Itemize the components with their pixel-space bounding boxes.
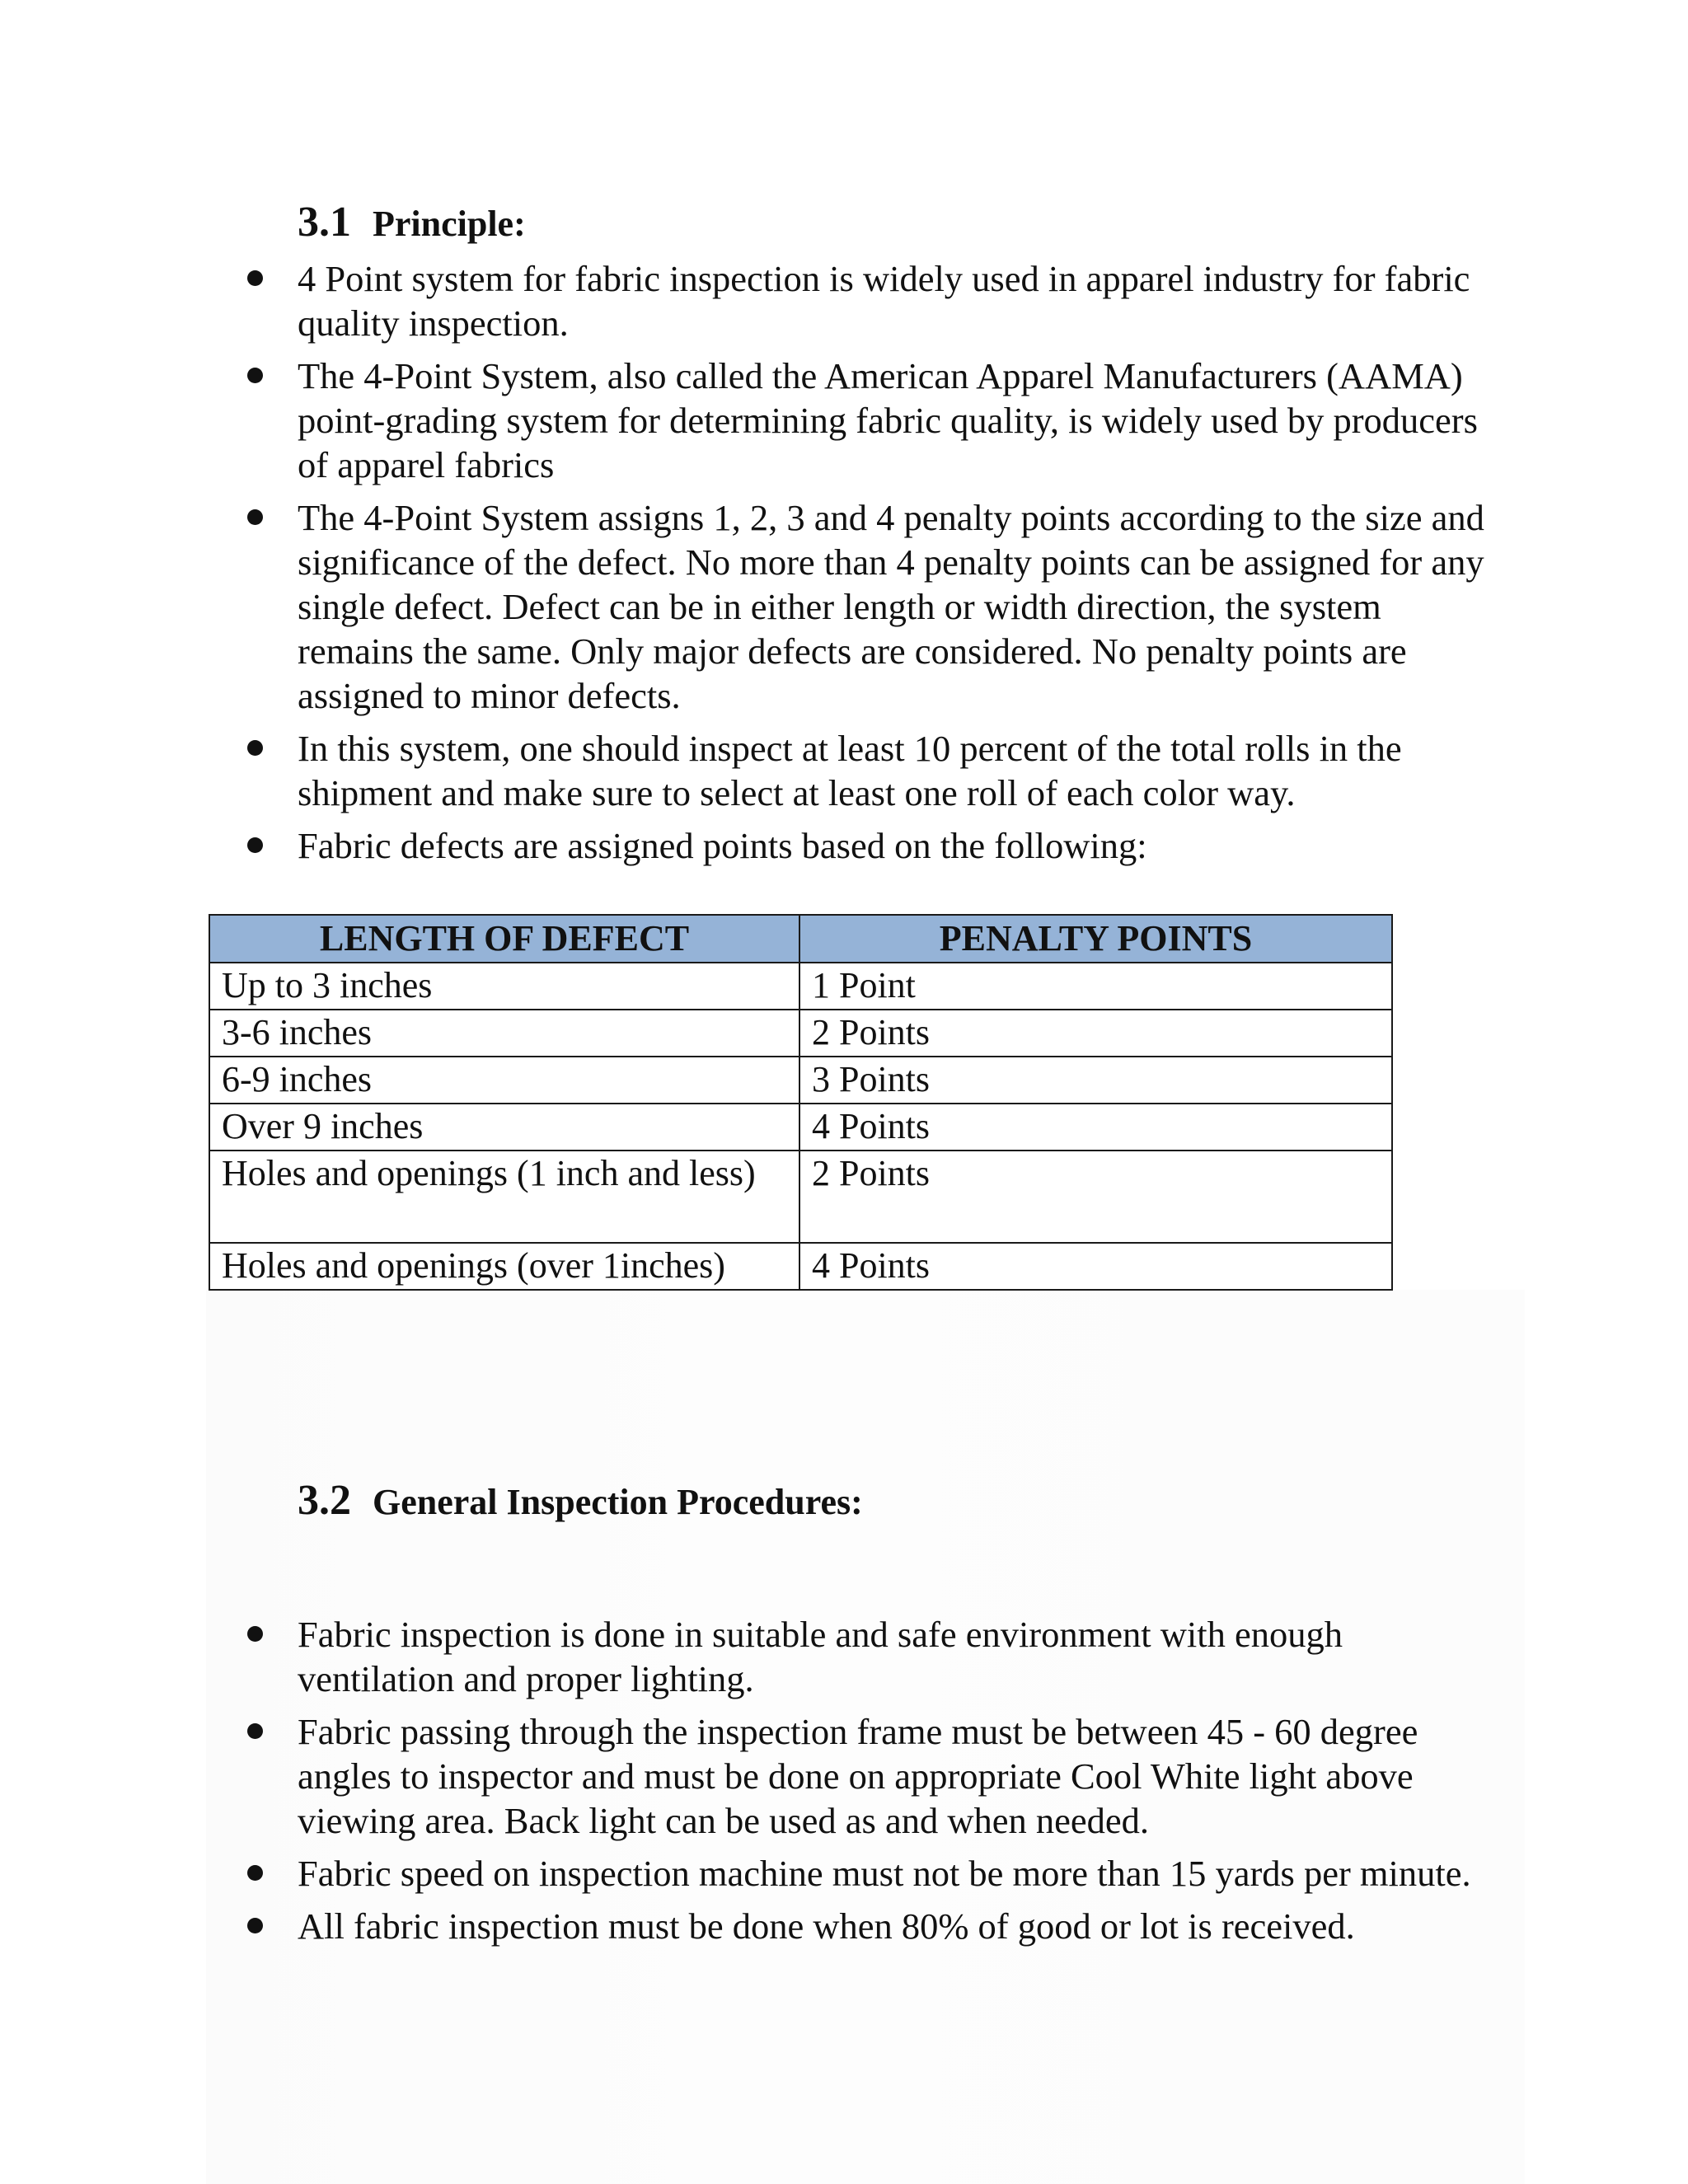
section-title: General Inspection Procedures: bbox=[373, 1482, 863, 1522]
list-item-text: In this system, one should inspect at least 10 percent of the total rolls in the shipment and make sure to select at least one roll of each color way. bbox=[298, 728, 1402, 813]
list-item-text: 4 Point system for fabric inspection is widely used in apparel industry for fabric quality inspection. bbox=[298, 258, 1470, 344]
table-row bbox=[209, 1057, 1392, 1104]
table-row bbox=[209, 963, 1392, 1010]
penalty-points-cell: 4 Points bbox=[799, 1104, 1392, 1151]
list-item-text: Fabric defects are assigned points based on the following: bbox=[298, 825, 1147, 866]
defect-length-cell: Holes and openings (1 inch and less) bbox=[209, 1151, 799, 1243]
list-item bbox=[298, 1904, 1501, 1948]
table-row bbox=[209, 1104, 1392, 1151]
bullet-icon bbox=[247, 1865, 263, 1881]
defect-length-cell: Up to 3 inches bbox=[209, 963, 799, 1010]
list-item bbox=[298, 1709, 1501, 1843]
table-header-row bbox=[209, 915, 1392, 963]
list-item bbox=[298, 823, 1501, 868]
penalty-points-cell: 4 Points bbox=[799, 1243, 1392, 1290]
principle-bullet-list bbox=[298, 256, 1501, 876]
section-number: 3.2 bbox=[298, 1477, 351, 1524]
table-row bbox=[209, 1010, 1392, 1057]
list-item-text: Fabric speed on inspection machine must not be more than 15 yards per minute. bbox=[298, 1853, 1471, 1894]
bullet-icon bbox=[247, 1723, 263, 1739]
list-item-text: The 4-Point System assigns 1, 2, 3 and 4 penalty points according to the size and significance of the defect. No more than 4 penalty points can be assigned for any single defect. Defect can be in either length or width direction, the system remains the same. Only major defects are considered. No penalty points are assigned to minor defects. bbox=[298, 497, 1484, 716]
list-item bbox=[298, 1612, 1501, 1701]
bullet-icon bbox=[247, 368, 263, 383]
list-item-text: All fabric inspection must be done when 80% of good or lot is received. bbox=[298, 1905, 1355, 1947]
table-row bbox=[209, 1243, 1392, 1290]
table-row bbox=[209, 1151, 1392, 1243]
penalty-points-cell: 1 Point bbox=[799, 963, 1392, 1010]
section-heading-principle bbox=[298, 198, 526, 246]
penalty-points-table bbox=[209, 914, 1393, 1291]
section-heading-general-inspection bbox=[298, 1476, 863, 1525]
list-item bbox=[298, 726, 1501, 815]
penalty-points-cell: 2 Points bbox=[799, 1151, 1392, 1243]
bullet-icon bbox=[247, 270, 263, 286]
defect-length-cell: 6-9 inches bbox=[209, 1057, 799, 1104]
penalty-points-cell: 2 Points bbox=[799, 1010, 1392, 1057]
bullet-icon bbox=[247, 509, 263, 525]
defect-length-cell: 3-6 inches bbox=[209, 1010, 799, 1057]
penalty-points-cell: 3 Points bbox=[799, 1057, 1392, 1104]
list-item bbox=[298, 1851, 1501, 1896]
bullet-icon bbox=[247, 1626, 263, 1642]
section-title: Principle: bbox=[373, 204, 526, 244]
defect-length-cell: Holes and openings (over 1inches) bbox=[209, 1243, 799, 1290]
section-number: 3.1 bbox=[298, 199, 351, 246]
bullet-icon bbox=[247, 740, 263, 756]
list-item bbox=[298, 495, 1501, 718]
list-item-text: The 4-Point System, also called the American Apparel Manufacturers (AAMA) point-grading system for determining fabric quality, is widely used by producers of apparel fabrics bbox=[298, 355, 1478, 485]
defect-length-cell: Over 9 inches bbox=[209, 1104, 799, 1151]
bullet-icon bbox=[247, 1918, 263, 1933]
bullet-icon bbox=[247, 837, 263, 853]
column-header-length: LENGTH OF DEFECT bbox=[209, 915, 799, 963]
list-item-text: Fabric passing through the inspection frame must be between 45 - 60 degree angles to inspector and must be done on appropriate Cool White light above viewing area. Back light can be used as and when needed. bbox=[298, 1711, 1418, 1841]
column-header-points: PENALTY POINTS bbox=[799, 915, 1392, 963]
list-item bbox=[298, 256, 1501, 345]
list-item-text: Fabric inspection is done in suitable and safe environment with enough ventilation and proper lighting. bbox=[298, 1614, 1343, 1699]
procedures-bullet-list bbox=[298, 1612, 1501, 1957]
list-item bbox=[298, 354, 1501, 487]
